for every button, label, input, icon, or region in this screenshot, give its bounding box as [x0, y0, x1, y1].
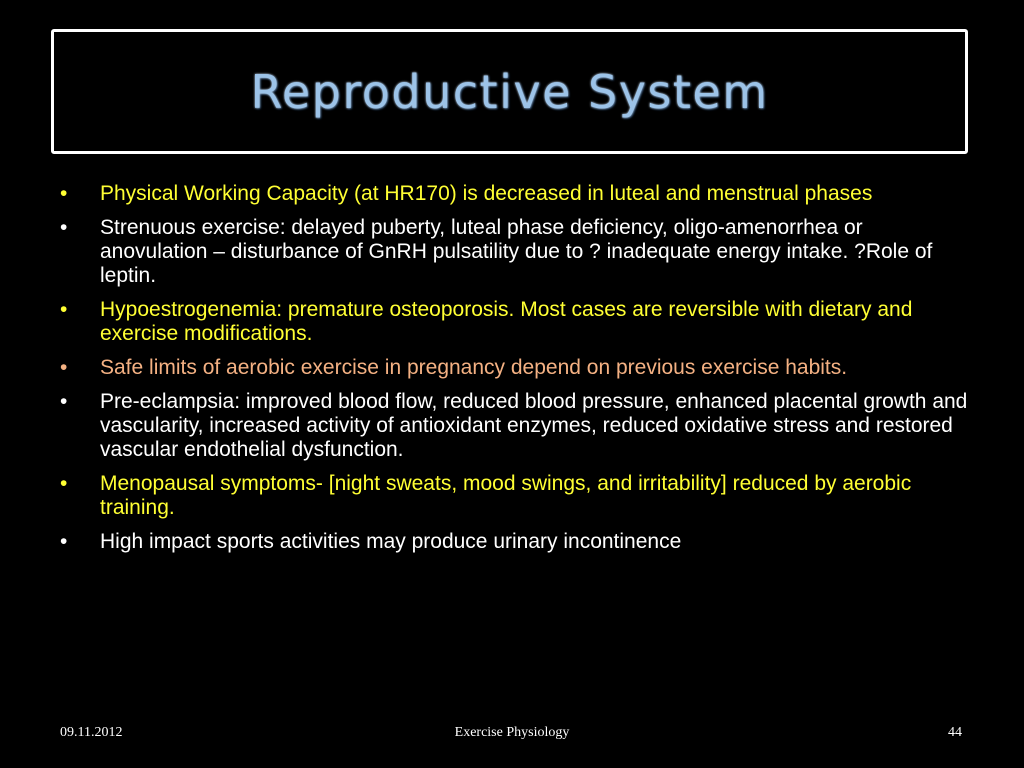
bullet-item — [60, 530, 970, 554]
bullet-list — [60, 182, 970, 564]
bullet-text: High impact sports activities may produce urinary incontinence — [100, 530, 682, 553]
bullet-text: Menopausal symptoms- [night sweats, mood swings, and irritability] reduced by aerobic training. — [100, 472, 912, 519]
page-number: 44 — [948, 725, 962, 740]
bullet-item — [60, 356, 970, 380]
bullet-item — [60, 390, 970, 462]
title-box — [51, 29, 968, 154]
bullet-icon: • — [60, 472, 68, 495]
bullet-icon: • — [60, 182, 68, 205]
bullet-icon: • — [60, 356, 68, 379]
bullet-icon: • — [60, 390, 68, 413]
bullet-item — [60, 298, 970, 346]
bullet-item — [60, 216, 970, 288]
bullet-icon: • — [60, 298, 68, 321]
footer-date: 09.11.2012 — [60, 725, 123, 740]
bullet-text: Strenuous exercise: delayed puberty, luteal phase deficiency, oligo-amenorrhea or anovulation – disturbance of GnRH pulsatility due to ? inadequate energy intake. ?Role of leptin. — [100, 216, 933, 287]
bullet-item — [60, 472, 970, 520]
bullet-item — [60, 182, 970, 206]
bullet-icon: • — [60, 216, 68, 239]
bullet-text: Physical Working Capacity (at HR170) is decreased in luteal and menstrual phases — [100, 182, 873, 205]
bullet-text: Pre-eclampsia: improved blood flow, reduced blood pressure, enhanced placental growth and vascularity, increased activity of antioxidant enzymes, reduced oxidative stress and restored vascular endothelial dysfunction. — [100, 390, 968, 461]
slide-title: Reproductive System — [250, 64, 769, 119]
footer-title: Exercise Physiology — [454, 725, 570, 740]
bullet-text: Hypoestrogenemia: premature osteoporosis. Most cases are reversible with dietary and exercise modifications. — [100, 298, 913, 345]
bullet-text: Safe limits of aerobic exercise in pregnancy depend on previous exercise habits. — [100, 356, 848, 379]
bullet-icon: • — [60, 530, 68, 553]
